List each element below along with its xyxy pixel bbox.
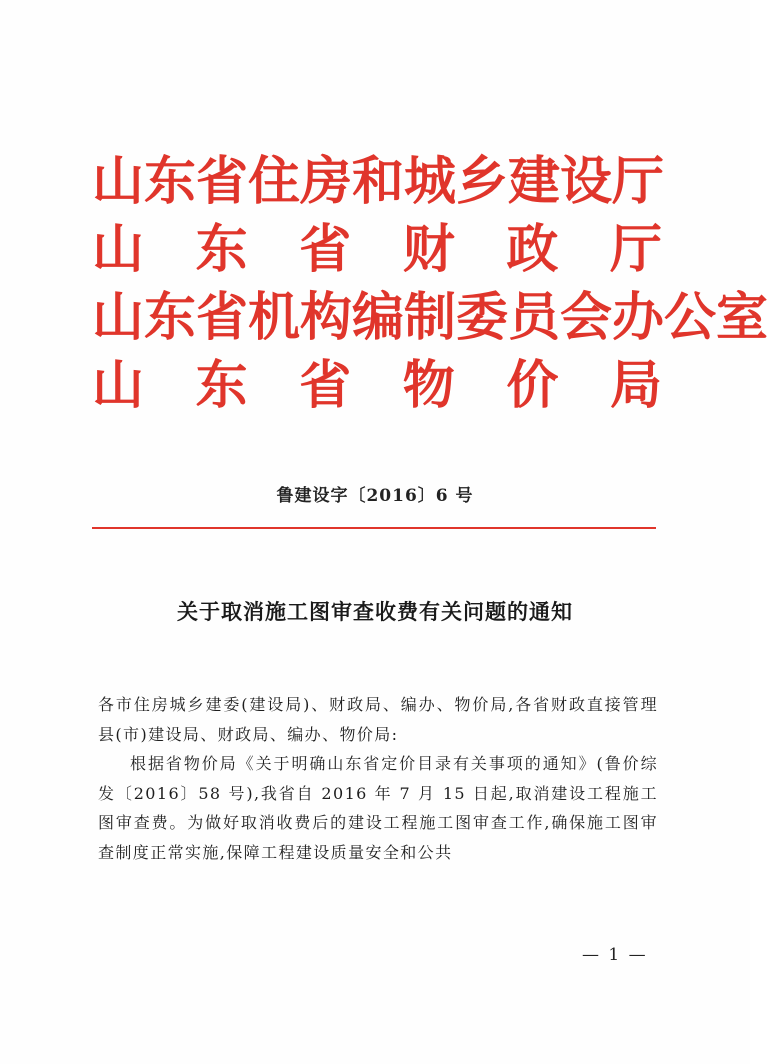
issuer-line-1: 山东省住房和城乡建设厅 (92, 151, 665, 212)
page-number: — 1 — (582, 945, 648, 965)
document-title: 关于取消施工图审查收费有关问题的通知 (177, 599, 573, 624)
issuer-line-4: 山 东 省 物 价 局 (92, 355, 662, 416)
document-body (98, 690, 658, 867)
document-number: 鲁建设字〔2016〕6 号 (276, 486, 474, 506)
body-paragraph: 根据省物价局《关于明确山东省定价目录有关事项的通知》(鲁价综发〔2016〕58 号),我省自 2016 年 7 月 15 日起,取消建设工程施工图审查费。为做好取消收费后的建设工程施工图审查工作,确保施工图审查制度正常实施,保障工程建设质量安全和公共 (98, 754, 658, 862)
issuing-authorities (92, 148, 768, 420)
recipients-paragraph: 各市住房城乡建委(建设局)、财政局、编办、物价局,各省财政直接管理县(市)建设局、财政局、编办、物价局: (98, 695, 658, 744)
issuer-line-3: 山东省机构编制委员会办公室 (92, 287, 768, 348)
red-separator-line (92, 527, 656, 529)
issuer-line-2: 山 东 省 财 政 厅 (92, 219, 662, 280)
